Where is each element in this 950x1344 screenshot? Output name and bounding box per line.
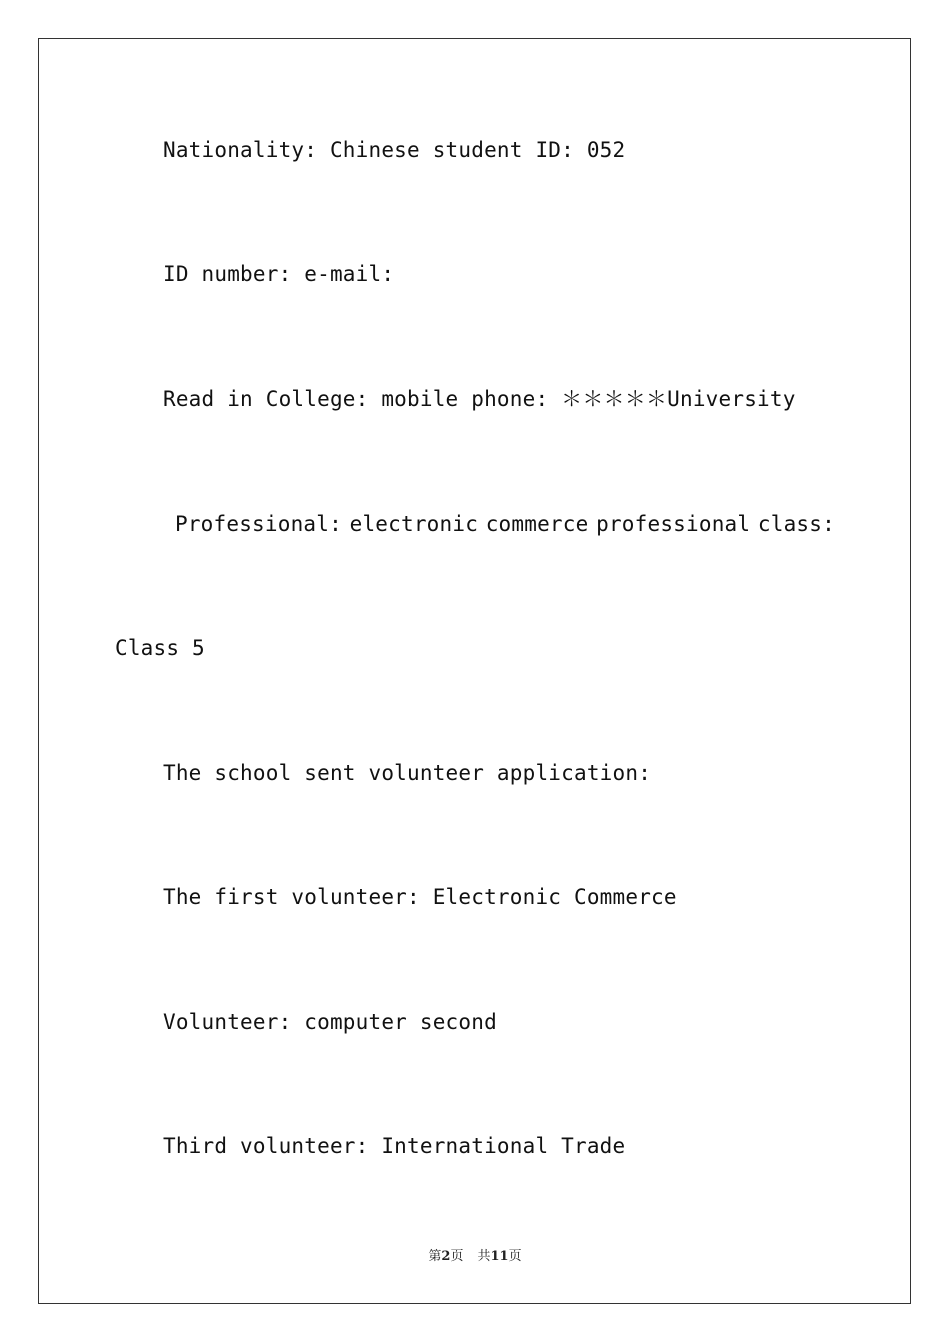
college-mobile-phone-line: Read in College: mobile phone: ＊＊＊＊＊University <box>163 387 796 411</box>
professional-word-4: professional <box>596 512 751 536</box>
page-footer <box>0 1248 950 1266</box>
professional-word-1: Professional: <box>175 512 342 536</box>
third-volunteer-line: Third volunteer: International Trade <box>163 1134 626 1158</box>
total-suffix: 页 <box>508 1249 522 1264</box>
second-volunteer-line: Volunteer: computer second <box>163 1010 497 1034</box>
page-border <box>38 38 911 1304</box>
professional-word-2: electronic <box>349 512 479 536</box>
volunteer-application-line: The school sent volunteer application: <box>163 761 652 785</box>
professional-word-3: commerce <box>485 512 589 536</box>
class-line: Class 5 <box>115 636 205 660</box>
professional-class-line <box>175 510 835 538</box>
total-prefix: 共 <box>477 1249 491 1264</box>
page-suffix: 页 <box>450 1249 464 1264</box>
page-prefix: 第 <box>428 1249 442 1264</box>
first-volunteer-line: The first volunteer: Electronic Commerce <box>163 885 677 909</box>
professional-word-5: class: <box>757 512 835 536</box>
page-number: 2 <box>441 1249 451 1264</box>
nationality-student-id-line: Nationality: Chinese student ID: 052 <box>163 138 626 162</box>
total-pages: 11 <box>490 1249 509 1264</box>
id-number-email-line: ID number: e-mail: <box>163 262 395 286</box>
